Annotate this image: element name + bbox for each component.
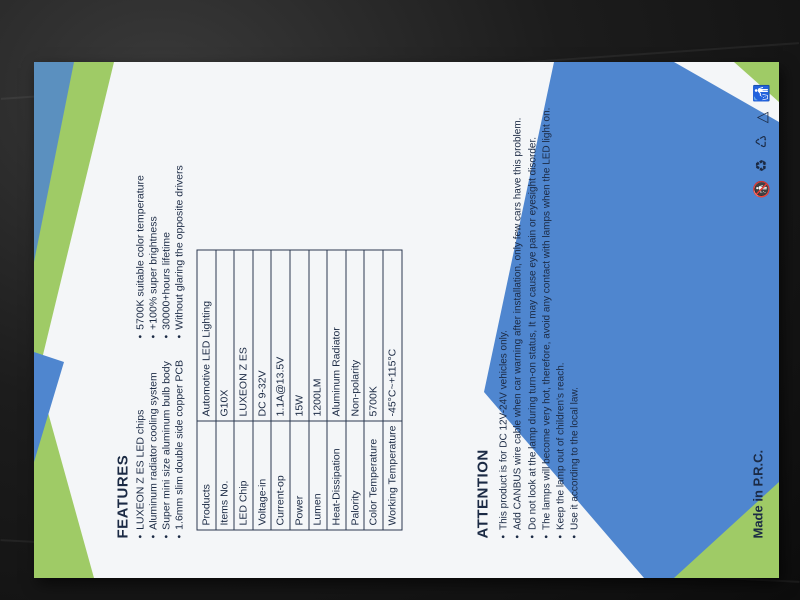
made-in-label: Made in P.R.C. [750,449,765,538]
recycle-triangle-icon: △ [753,111,770,123]
spec-value: 15W [289,250,308,421]
table-row [345,250,364,530]
table-row [234,250,253,530]
table-row [327,250,346,530]
attention-item: • This product is for DC 12V-24V vehicles only. [497,107,511,538]
spec-key: Palority [345,421,364,530]
feature-item: • Super mini size aluminum bulb body [160,359,173,538]
spec-value: DC 9-32V [252,250,271,421]
feature-item: • LUXEON Z ES LED chips [134,359,147,538]
spec-value: LUXEON Z ES [234,250,253,421]
table-row [197,250,216,530]
spec-key: Heat-Dissipation [327,421,346,530]
spec-key: LED Chip [234,421,253,530]
spec-key: Products [197,421,216,530]
feature-item: • 30000+hours lifetime [160,165,173,338]
features-heading: FEATURES [114,454,131,538]
spec-value: G10X [215,250,234,421]
recycle-icon: ♻ [753,158,770,172]
table-row [308,250,327,530]
attention-list [497,107,583,538]
no-dispose-bin-icon: 🚯 [753,179,770,199]
spec-value: -45°C~+115°C [382,250,401,421]
feature-item: • 1.6mm slim double side copper PCB [173,359,186,538]
rotated-content [34,62,779,578]
spec-key: Voltage-in [252,421,271,530]
attention-item: • Add CANBUS wire cable when car warning after installation, only few cars have this problem. [511,107,525,538]
spec-value: Aluminum Radiator [327,250,346,421]
feature-item: • +100% super brightness [147,165,160,338]
attention-item: • Keep the lamp out of children's reach. [554,107,568,538]
spec-value: Automotive LED Lighting [197,250,216,421]
table-row [271,250,290,530]
eco-icon: ♺ [753,134,770,148]
spec-key: Current-op [271,421,290,530]
spec-key: Working Temperature [382,421,401,530]
attention-item: • Do not look at the lamp during turn-on status, It may cause eye pain or eyesight disorder. [526,107,540,538]
attention-item: • Use it according to the local law. [568,107,582,538]
features-list-right [134,165,186,338]
spec-key: Lumen [308,421,327,530]
feature-item: • 5700K suitable color temperature [134,165,147,338]
spec-key: Power [289,421,308,530]
spec-value: 1.1A@13.5V [271,250,290,421]
attention-heading: ATTENTION [474,448,491,538]
feature-item: • Without glaring the opposite drivers [173,165,186,338]
table-row [382,250,401,530]
spec-key: Items No. [215,421,234,530]
table-row [215,250,234,530]
table-row [252,250,271,530]
trash-person-icon: 🚮 [753,83,770,103]
spec-key: Color Temperature [364,421,383,530]
spec-table [196,249,402,530]
spec-value: Non-polarity [345,250,364,421]
attention-item: • The lamps will become very hot, therefore, avoid any contact with lamps when the LED light on. [540,107,554,538]
features-list-left [134,359,186,538]
spec-value: 5700K [364,250,383,421]
product-card [34,62,779,578]
feature-item: • Aluminum radiator cooling system [147,359,160,538]
table-row [364,250,383,530]
recycle-icons [752,84,770,198]
spec-value: 1200LM [308,250,327,421]
table-row [289,250,308,530]
